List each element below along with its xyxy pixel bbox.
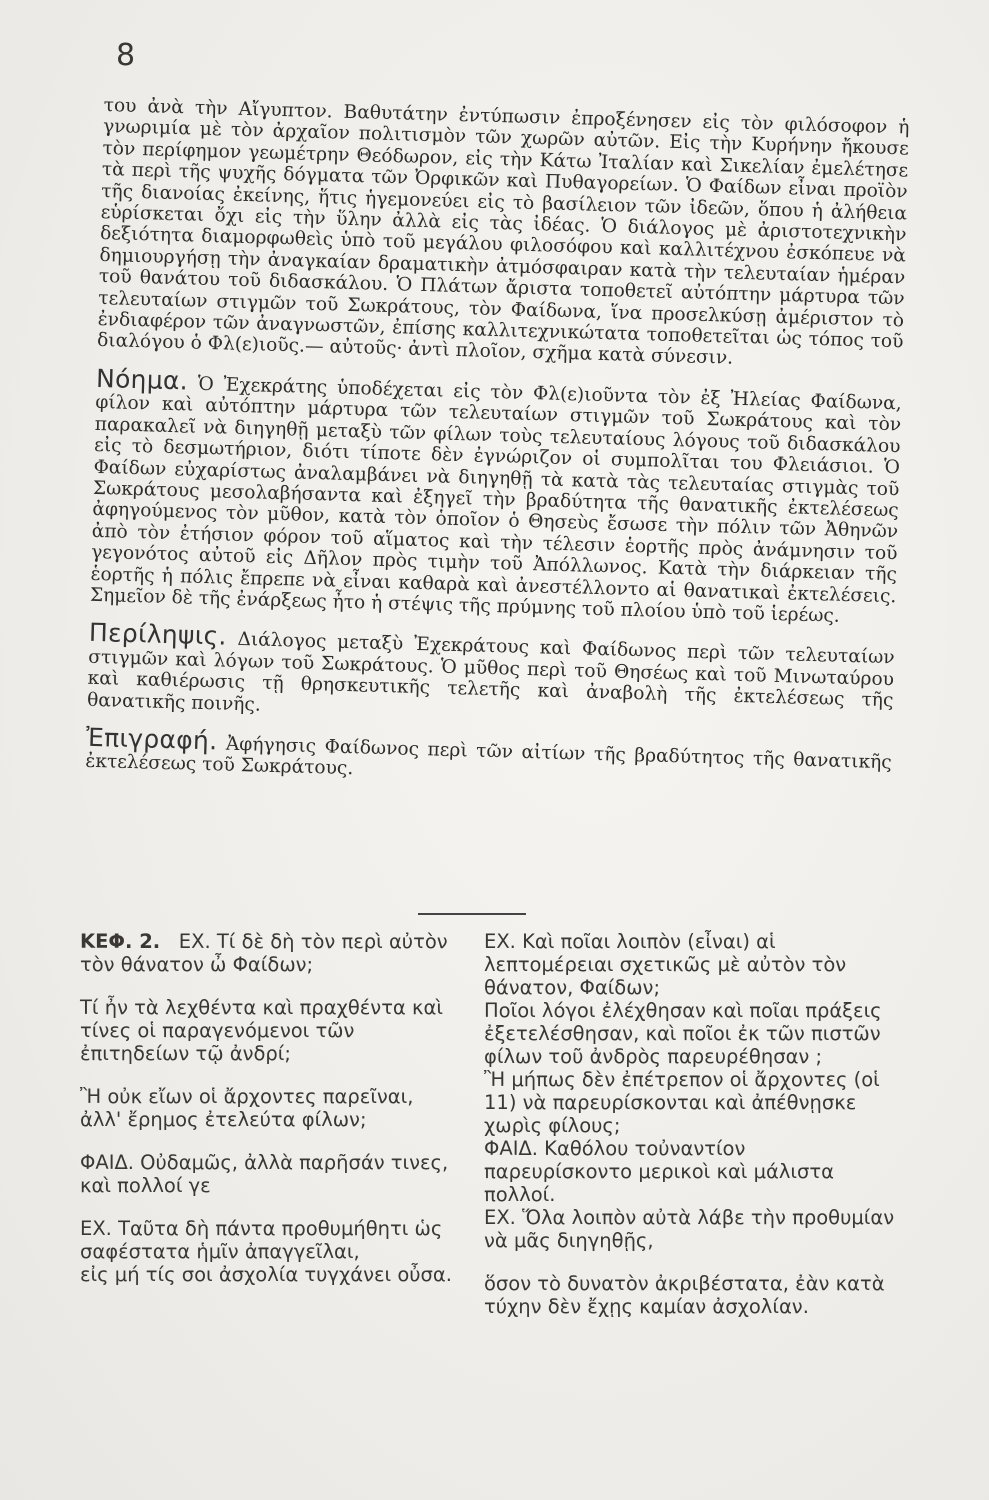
greek-line: Ἢ οὐκ εἴων οἱ ἄρχοντες παρεῖναι, ἀλλ' ἔρημος ἐτελεύτα φίλων; — [80, 1085, 414, 1131]
translation-line: ὅσον τὸ δυνατὸν ἀκριβέστατα, ἐὰν κατὰ τύχην δὲν ἔχῃς καμίαν ἀσχολίαν. — [484, 1272, 885, 1318]
greek-line: εἰς μή τίς σοι ἀσχολία τυγχάνει οὖσα. — [80, 1263, 452, 1286]
greek-line: ΕΧ. Ταῦτα δὴ πάντα προθυμήθητι ὡς σαφέστατα ἡμῖν ἀπαγγεῖλαι, — [80, 1217, 443, 1263]
page-number: 8 — [116, 38, 136, 73]
section-heading-meaning: Νόημα. — [95, 363, 189, 396]
section-heading-title: Ἐπιγραφή. — [85, 722, 218, 756]
section-meaning — [89, 363, 902, 629]
intro-paragraph: του ἀνὰ τὴν Αἴγυπτον. Βαθυτάτην ἐντύπωσιν ἐπροξένησεν εἰς τὸν φιλόσοφον ἡ γνωριμία μὲ τὸν ἀρχαῖον πολιτισμὸν τῶν χωρῶν αὐτῶν. Εἰς τὴν Κυρήνην ἤκουσε τὸν περίφημον γεωμέτρην Θεόδωρον, εἰς τὴν Κάτω Ἰταλίαν καὶ Σικελίαν ἐμελέτησε τὰ περὶ τῆς ψυχῆς δόγματα τῶν Ὀρφικῶν καὶ Πυθαγορείων. Ὁ Φαίδων εἶναι προϊὸν τῆς διανοίας ἐκείνης, ἥτις ἡγεμονεύει εἰς τὸ βασίλειον τῶν ἰδεῶν, ὅπου ἡ ἀλήθεια εὑρίσκεται ὄχι εἰς τὴν ὕλην ἀλλὰ εἰς τὰς ἰδέας. Ὁ διάλογος μὲ ἀριστοτεχνικὴν δεξιότητα διαμορφωθεὶς ὑπὸ τοῦ μεγάλου φιλοσόφου καὶ καλλιτέχνου ἐσκόπευε νὰ δημιουργήσῃ τὴν ἀναγκαίαν δραματικὴν ἀτμόσφαιραν κατὰ τὴν τελευταίαν ἡμέραν τοῦ θανάτου τοῦ διδασκάλου. Ὁ Πλάτων ἄριστα τοποθετεῖ αὐτόπτην μάρτυρα τῶν τελευταίων στιγμῶν τοῦ Σωκράτους, τὸν Φαίδωνα, ἵνα προσελκύσῃ ἀμέριστον τὸ ἐνδιαφέρον τῶν ἀναγνωστῶν, ἐπίσης καλλιτεχνικώτατα τοποθετεῖται ὡς τόπος τοῦ διαλόγου ὁ Φλ(ε)ιοῦς.— αὐτοῦς· ἀντὶ πλοῖον, σχῆμα κατὰ σύνεσιν. — [96, 95, 910, 370]
greek-line: ΚΕΦ. 2. ΕΧ. Τί δὲ δὴ τὸν περὶ αὐτὸν τὸν θάνατον ὦ Φαίδων; — [80, 930, 448, 976]
commentary-text — [85, 95, 910, 795]
section-text-title: Ἀφήγησις Φαίδωνος περὶ τῶν αἰτίων τῆς βραδύτητος τῆς θανατικῆς ἐκτελέσεως τοῦ Σωκράτους. — [85, 733, 892, 780]
translation-line: ΕΧ. Καὶ ποῖαι λοιπὸν (εἶναι) αἱ λεπτομέρειαι σχετικῶς μὲ αὐτὸν τὸν θάνατον, Φαίδων; — [484, 930, 847, 999]
section-heading-summary: Περίληψις. — [88, 618, 228, 651]
translation-column — [484, 930, 896, 1318]
section-text-meaning: Ὁ Ἐχεκράτης ὑποδέχεται εἰς τὸν Φλ(ε)ιοῦντα τὸν ἐξ Ἠλείας Φαίδωνα, φίλον καὶ αὐτόπτην μάρτυρα τῶν τελευταίων στιγμῶν τοῦ Σωκράτους καὶ τὸν παρακαλεῖ νὰ διηγηθῇ μεταξὺ τῶν φίλων τοὺς τελευταίους λόγους τοῦ διδασκάλου εἰς τὸ δεσμωτήριον, διότι τίποτε δὲν ἐγνώριζον οἱ συμπολῖται του Φλειάσιοι. Ὁ Φαίδων εὐχαρίστως ἀναλαμβάνει νὰ διηγηθῇ τὰ κατὰ τὰς τελευταίας στιγμὰς τοῦ Σωκράτους μεσολαβήσαντα καὶ ἐξηγεῖ τὴν βραδύτητα τῆς θανατικῆς ἐκτελέσεως ἀφηγούμενος τὸν μῦθον, κατὰ τὸν ὁποῖον ὁ Θησεὺς ἔσωσε τὴν πόλιν τῶν Ἀθηνῶν ἀπὸ τὸν ἐτήσιον φόρον τοῦ αἵματος καὶ τὴν τέλεσιν ἑορτῆς πρὸς ἀνάμνησιν τοῦ γεγονότος αὐτοῦ εἰς Δῆλον πρὸς τιμὴν τοῦ Ἀπόλλωνος. Κατὰ τὴν διάρκειαν τῆς ἑορτῆς ἡ πόλις ἔπρεπε νὰ εἶναι καθαρὰ καὶ ἀνεστέλλοντο αἱ θανατικαὶ ἐκτελέσεις. Σημεῖον δὲ τῆς ἐνάρξεως ἦτο ἡ στέψις τῆς πρύμνης τοῦ πλοίου ὑπὸ τοῦ ἱερέως. — [89, 373, 902, 627]
chapter-label: ΚΕΦ. 2. — [80, 930, 161, 953]
translation-line: Ποῖοι λόγοι ἐλέχθησαν καὶ ποῖαι πράξεις ἐξετελέσθησαν, καὶ ποῖοι ἐκ τῶν πιστῶν φίλων τοῦ ἀνδρὸς παρευρέθησαν ; — [484, 999, 882, 1068]
greek-line: Τί ἦν τὰ λεχθέντα καὶ πραχθέντα καὶ τίνες οἱ παραγενόμενοι τῶν ἐπιτηδείων τῷ ἀνδρί; — [80, 996, 443, 1065]
greek-line: ΦΑΙΔ. Οὐδαμῶς, ἀλλὰ παρῆσάν τινες, καὶ πολλοί γε — [80, 1151, 449, 1197]
greek-text-column — [80, 930, 460, 1286]
separator-rule — [418, 913, 526, 915]
section-text-summary: Διάλογος μεταξὺ Ἐχεκράτους καὶ Φαίδωνος περὶ τῶν τελευταίων στιγμῶν καὶ λόγων τοῦ Σωκράτους. Ὁ μῦθος περὶ τοῦ Θησέως καὶ τοῦ Μινωταύρου καὶ καθιέρωσις τῇ θρησκευτικῆς τελετῆς καὶ ἀναβολὴ τῆς ἐκτελέσεως τῆς θανατικῆς ποινῆς. — [86, 628, 895, 716]
translation-line: ΦΑΙΔ. Καθόλου τοὐναντίον παρευρίσκοντο μερικοὶ καὶ μάλιστα πολλοί. — [484, 1137, 834, 1206]
translation-line: ΕΧ. Ὅλα λοιπὸν αὐτὰ λάβε τὴν προθυμίαν νὰ μᾶς διηγηθῇς, — [484, 1206, 895, 1252]
translation-line: Ἢ μήπως δὲν ἐπέτρεπον οἱ ἄρχοντες (οἱ 11) νὰ παρευρίσκονται καὶ ἀπέθνῃσκε χωρὶς φίλους; — [484, 1068, 880, 1137]
